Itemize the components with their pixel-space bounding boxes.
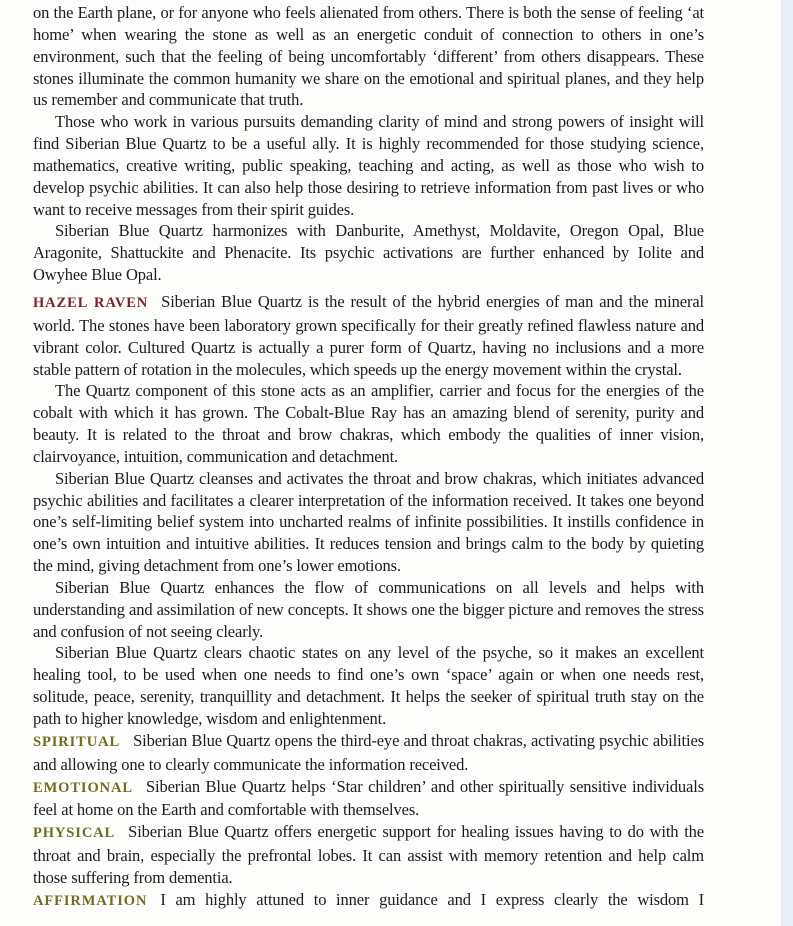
cleanses-paragraph xyxy=(33,468,704,577)
harmonizes-paragraph xyxy=(33,220,704,286)
communications-paragraph xyxy=(33,577,704,643)
spiritual-paragraph xyxy=(33,730,704,776)
paragraph-text: Siberian Blue Quartz clears chaotic states on any level of the psyche, so it makes an excellent healing tool, to be used when one needs to find one’s own ‘space’ again or when one needs rest, solitude, peace, serenity, tranquillity and detachment. It helps the seeker of spiritual truth stay on the path to higher knowledge, wisdom and enlightenment. xyxy=(33,643,704,728)
section-heading: SPIRITUAL xyxy=(33,733,121,750)
section-heading: EMOTIONAL xyxy=(33,779,133,796)
uses-paragraph xyxy=(33,111,704,220)
page-edge-strip xyxy=(781,0,793,926)
continuation-paragraph xyxy=(33,2,704,111)
physical-paragraph xyxy=(33,821,704,889)
section-heading: PHYSICAL xyxy=(33,825,116,842)
quartz-component-paragraph xyxy=(33,380,704,467)
emotional-paragraph xyxy=(33,776,704,822)
paragraph-text: Siberian Blue Quartz offers energetic support for healing issues having to do with the throat and brain, especially the prefrontal lobes. It can assist with memory retention and help calm those suffering from dementia. xyxy=(33,822,704,887)
hazel-raven-paragraph xyxy=(33,291,704,380)
paragraph-text: Siberian Blue Quartz opens the third-eye and throat chakras, activating psychic abilities and allowing one to clearly communicate the information received. xyxy=(33,730,704,774)
page-text-column xyxy=(33,2,704,913)
paragraph-text: The Quartz component of this stone acts as an amplifier, carrier and focus for the energies of the cobalt with which it has grown. The Cobalt-Blue Ray has an amazing blend of serenity, purity and beauty. It is related to the throat and brow chakras, which embody the qualities of inner vision, clairvoyance, intuition, communication and detachment. xyxy=(33,381,704,466)
paragraph-text: I am highly attuned to inner guidance and I express clearly the wisdom I xyxy=(160,889,704,909)
paragraph-text: Those who work in various pursuits demanding clarity of mind and strong powers of insight will find Siberian Blue Quartz to be a useful ally. It is highly recommended for those studying science, mathematics, creative writing, public speaking, teaching and acting, as well as those who wish to develop psychic abilities. It can also help those desiring to retrieve information from past lives or who want to receive messages from their spirit guides. xyxy=(33,112,704,219)
paragraph-text: Siberian Blue Quartz cleanses and activates the throat and brow chakras, which initiates advanced psychic abilities and facilitates a clearer interpretation of the information received. It takes one beyond one’s self-limiting belief system into uncharted realms of infinite possibilities. It instills confidence in one’s own intuition and intuitive abilities. It reduces tension and brings calm to the body by quieting the mind, giving detachment from one’s lower emotions. xyxy=(33,468,704,576)
paragraph-text: Siberian Blue Quartz harmonizes with Danburite, Amethyst, Moldavite, Oregon Opal, Blue Aragonite, Shattuckite and Phenacite. Its psychic activations are further enhanced by Iolite and Owyhee Blue Opal. xyxy=(33,221,704,285)
paragraph-text: Siberian Blue Quartz helps ‘Star children’ and other spiritually sensitive individuals feel at home on the Earth and comfortable with themselves. xyxy=(33,776,704,820)
paragraph-text: Siberian Blue Quartz enhances the flow of communications on all levels and helps with understanding and assimilation of new concepts. It shows one the bigger picture and removes the stress and confusion of not seeing clearly. xyxy=(33,577,704,641)
paragraph-text: Siberian Blue Quartz is the result of the hybrid energies of man and the mineral world. The stones have been laboratory grown specifically for their greatly refined flawless nature and vibrant color. Cultured Quartz is actually a purer form of Quartz, having no inclusions and a more stable pattern of rotation in the molecules, which speeds up the energy movement within the crystal. xyxy=(33,291,704,379)
section-heading: HAZEL RAVEN xyxy=(33,294,149,311)
chaotic-states-paragraph xyxy=(33,642,704,729)
affirmation-paragraph xyxy=(33,889,704,913)
section-heading: AFFIRMATION xyxy=(33,892,148,909)
paragraph-text: on the Earth plane, or for anyone who feels alienated from others. There is both the sense of feeling ‘at home’ when wearing the stone as well as an energetic conduit of connection to others in one’s environment, such that the feeling of being uncomfortably ‘different’ from others disappears. These stones illuminate the common humanity we share on the emotional and spiritual planes, and they help us remember and communicate that truth. xyxy=(33,3,704,110)
